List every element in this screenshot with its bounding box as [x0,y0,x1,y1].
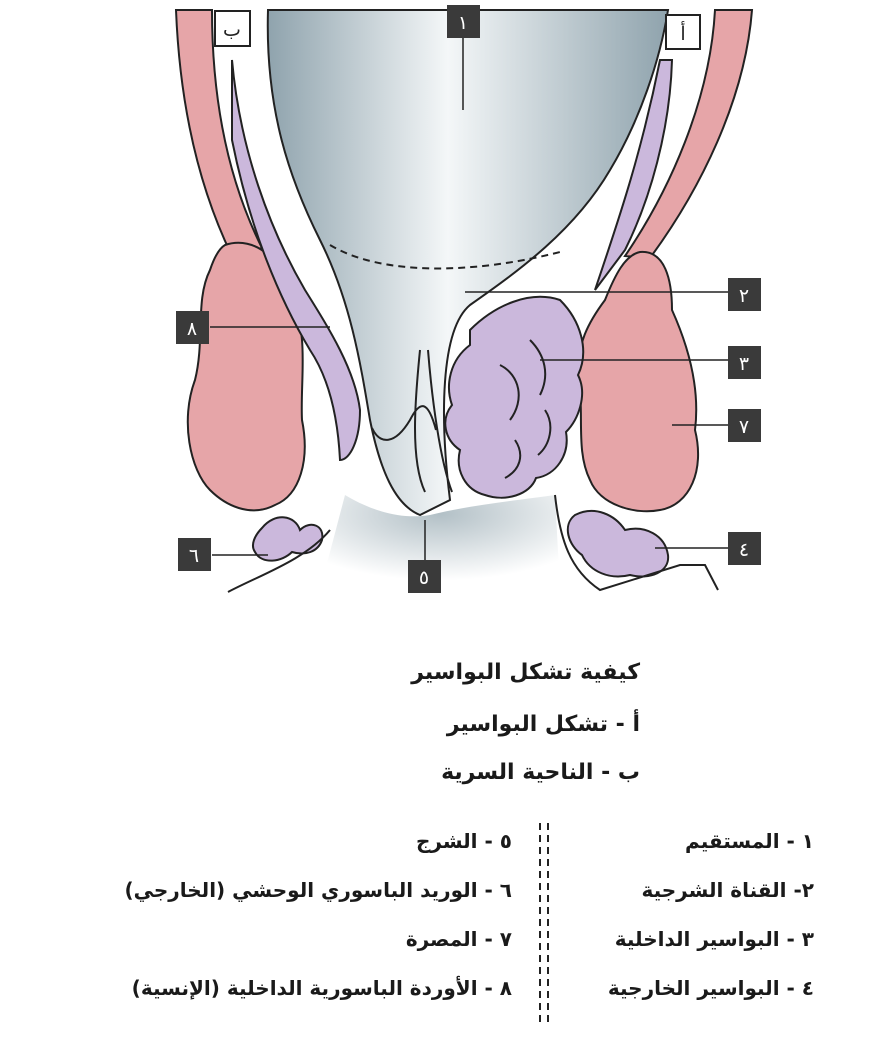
tag-1 [447,5,480,38]
caption-line-a: أ - تشكل البواسير [446,712,640,737]
tag-2 [728,278,761,311]
caption-title: كيفية تشكل البواسير [411,660,640,685]
svg-text:ب: ب [223,19,241,41]
legend-left-column [124,826,512,1022]
svg-text:٢: ٢ [738,285,750,307]
tag-8 [176,311,209,344]
svg-text:أ: أ [680,23,686,45]
tag-4 [728,532,761,565]
svg-text:٧: ٧ [738,416,750,438]
svg-text:٦: ٦ [188,545,200,567]
svg-text:٥: ٥ [418,567,430,589]
svg-text:١: ١ [457,12,469,34]
corner-label-a [666,15,700,49]
legend-item-external-hemorrhoids: ٤ - البواسير الخارجية [607,976,814,1000]
svg-text:٣: ٣ [738,353,750,375]
svg-text:٨: ٨ [186,318,198,340]
legend-item-anus: ٥ - الشرج [415,829,512,853]
legend-item-internal-hemorrhoids: ٣ - البواسير الداخلية [614,927,814,951]
legend-item-rectum: ١ - المستقيم [685,829,814,853]
legend-item-internal-veins: ٨ - الأوردة الباسورية الداخلية (الإنسية) [131,976,512,1000]
corner-label-b [215,11,250,46]
svg-text:٤: ٤ [738,539,750,561]
tag-3 [728,346,761,379]
external-hemorrhoid [568,511,668,576]
internal-hemorrhoids [445,297,583,498]
legend-separator [538,823,550,1023]
caption-line-b: ب - الناحية السرية [441,760,640,785]
tag-5 [408,560,441,593]
legend-item-sphincter: ٧ - المصرة [405,927,512,951]
tag-6 [178,538,211,571]
legend-right-column [608,826,814,1022]
legend-item-external-vein: ٦ - الوريد الباسوري الوحشي (الخارجي) [124,878,512,902]
right-sphincter [578,252,698,511]
tag-7 [728,409,761,442]
legend-item-anal-canal: ٢- القناة الشرجية [641,878,814,902]
